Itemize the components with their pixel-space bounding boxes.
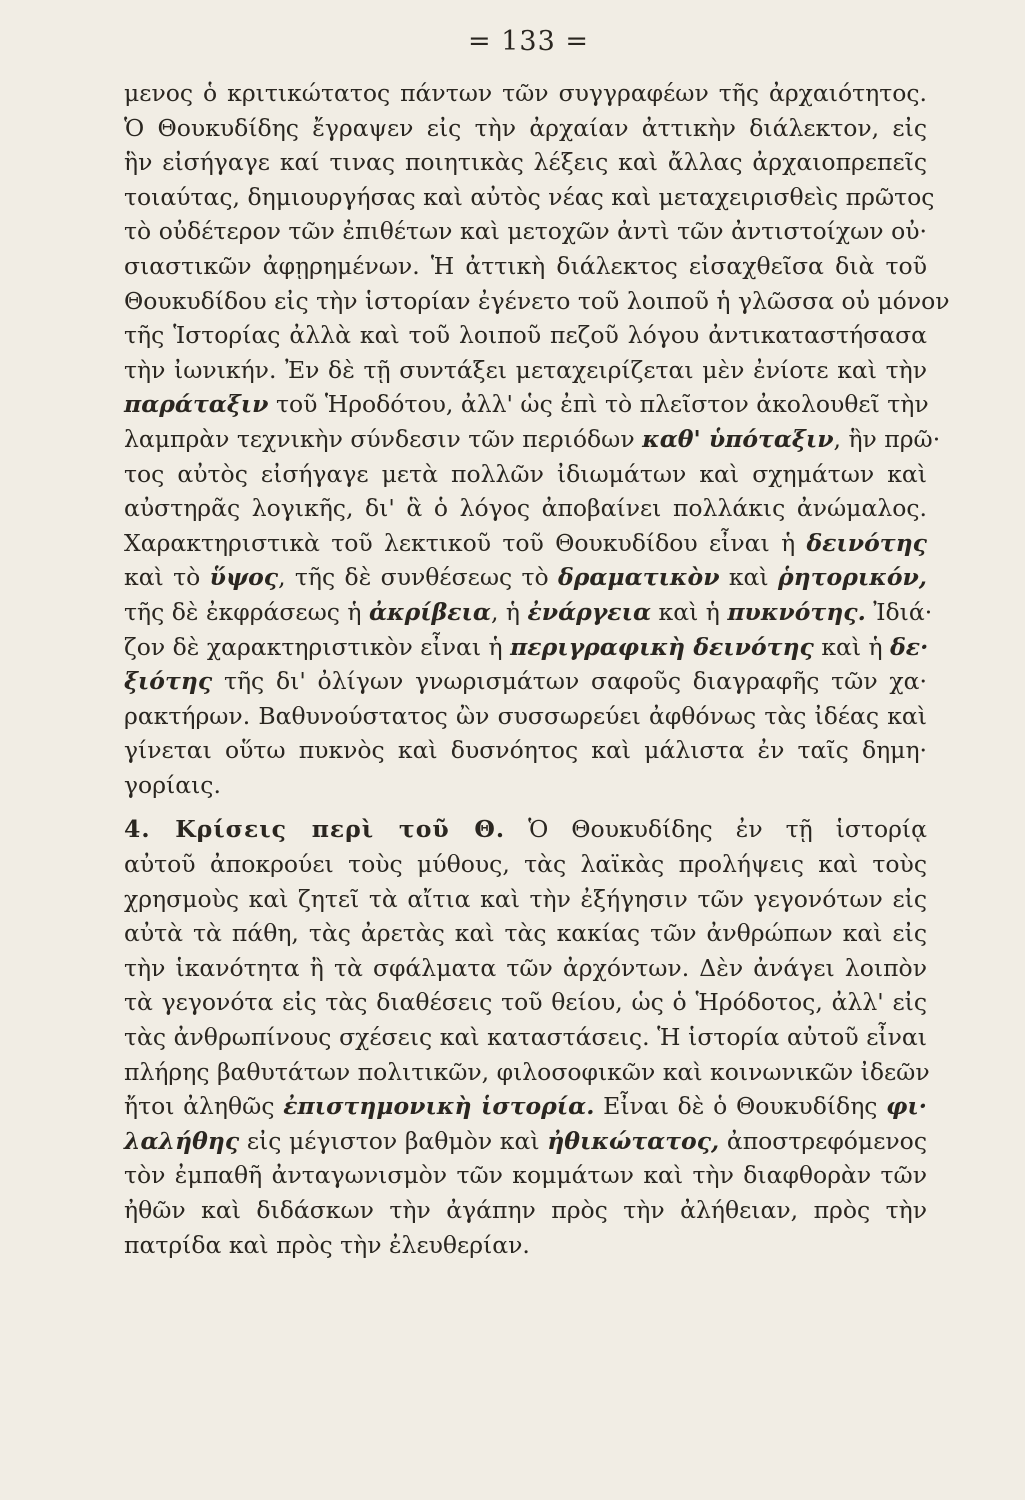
- text-line: [124, 560, 927, 595]
- text-run: πατρίδα καὶ πρὸς τὴν ἐλευθερίαν.: [124, 1230, 530, 1259]
- text-run: τῆς Ἱστορίας ἀλλὰ καὶ τοῦ λοιποῦ πεζοῦ λόγου ἀντικαταστήσασα: [124, 321, 927, 350]
- text-line: [124, 768, 927, 803]
- text-run: τῆς δι' ὀλίγων γνωρισμάτων σαφοῦς διαγραφῆς τῶν χα·: [212, 667, 927, 696]
- text-run: σιαστικῶν ἀφῃρημένων. Ἡ ἀττικὴ διάλεκτος εἰσαχθεῖσα διὰ τοῦ: [124, 251, 927, 280]
- text-run: γίνεται οὕτω πυκνὸς καὶ δυσνόητος καὶ μάλιστα ἐν ταῖς δημη·: [124, 736, 927, 765]
- emphasized-term: ἐπιστημονικὴ ἱστορία.: [283, 1092, 595, 1121]
- text-line: [124, 111, 927, 146]
- text-line: [124, 733, 927, 768]
- emphasized-term: ἐνάργεια: [527, 597, 652, 626]
- emphasized-term: περιγραφικὴ δεινότης: [510, 632, 814, 661]
- text-run: τος αὐτὸς εἰσήγαγε μετὰ πολλῶν ἰδιωμάτων καὶ σχημάτων καὶ: [124, 459, 927, 488]
- text-line: [124, 951, 927, 986]
- text-line: [124, 1055, 930, 1090]
- emphasized-term: δε·: [890, 632, 929, 661]
- text-line: [124, 353, 927, 388]
- text-run: τὴν ἰωνικήν. Ἐν δὲ τῇ συντάξει μεταχειρίζεται μὲν ἐνίοτε καὶ τὴν: [124, 355, 927, 384]
- text-line: [124, 422, 941, 457]
- text-run: τὸ οὐδέτερον τῶν ἐπιθέτων καὶ μετοχῶν ἀντὶ τῶν ἀντιστοίχων οὐ·: [124, 217, 927, 246]
- emphasized-term: ξιότης: [124, 667, 213, 696]
- text-line: [124, 630, 927, 665]
- text-run: Ἰδιά·: [865, 597, 933, 626]
- text-run: Θουκυδίδου εἰς τὴν ἱστορίαν ἐγένετο τοῦ λοιποῦ ἡ γλῶσσα οὐ μόνον: [124, 286, 950, 315]
- text-line: [124, 847, 927, 882]
- text-line: [124, 526, 927, 561]
- text-line: [124, 180, 935, 215]
- text-run: ἀποστρεφόμενος: [719, 1126, 927, 1155]
- text-line: [124, 214, 927, 249]
- text-run: πλήρης βαθυτάτων πολιτικῶν, φιλοσοφικῶν καὶ κοινωνικῶν ἰδεῶν: [124, 1057, 930, 1086]
- text-line: [124, 457, 927, 492]
- text-run: ἠθῶν καὶ διδάσκων τὴν ἀγάπην πρὸς τὴν ἀλήθειαν, πρὸς τὴν: [124, 1196, 927, 1224]
- text-line: [124, 664, 927, 699]
- text-run: καὶ ἡ: [651, 597, 728, 626]
- text-run: καὶ: [719, 563, 779, 592]
- text-run: , τῆς δὲ συνθέσεως τὸ: [278, 563, 559, 592]
- text-line: [124, 882, 927, 917]
- emphasized-term: ὕψος: [209, 563, 279, 592]
- text-line: [124, 387, 927, 422]
- text-line: [124, 1124, 927, 1159]
- text-run: ἣν εἰσήγαγε καί τινας ποιητικὰς λέξεις καὶ ἄλλας ἀρχαιοπρεπεῖς: [124, 148, 927, 177]
- page-number: = 133 =: [468, 26, 589, 57]
- text-line: [124, 76, 927, 111]
- text-run: τοιαύτας, δημιουργήσας καὶ αὐτὸς νέας καὶ μεταχειρισθεὶς πρῶτος: [124, 182, 935, 211]
- text-run: τῆς δὲ ἐκφράσεως ἡ: [124, 597, 369, 626]
- text-line: [124, 318, 927, 353]
- text-run: μενος ὁ κριτικώτατος πάντων τῶν συγγραφέων τῆς ἀρχαιότητος.: [124, 79, 927, 107]
- text-run: ζον δὲ χαρακτηριστικὸν εἶναι ἡ: [124, 632, 511, 661]
- text-run: αὐτοῦ ἀποκρούει τοὺς μύθους, τὰς λαϊκὰς προλήψεις καὶ τοὺς: [124, 850, 927, 879]
- emphasized-term: δραματικὸν: [558, 563, 720, 592]
- text-run: τοῦ Ἡροδότου, ἀλλ' ὡς ἐπὶ τὸ πλεῖστον ἀκολουθεῖ τὴν: [268, 390, 929, 419]
- text-run: ἤτοι ἀληθῶς: [124, 1092, 284, 1121]
- emphasized-term: ἠθικώτατος,: [547, 1126, 720, 1155]
- text-line: [124, 595, 933, 630]
- text-line: [124, 916, 927, 951]
- text-run: Ὁ Θουκυδίδης ἔγραψεν εἰς τὴν ἀρχαίαν ἀττικὴν διάλεκτον, εἰς: [124, 113, 927, 142]
- text-run: αὐτὰ τὰ πάθη, τὰς ἀρετὰς καὶ τὰς κακίας τῶν ἀνθρώπων καὶ εἰς: [124, 919, 927, 948]
- text-line: [124, 145, 927, 180]
- text-run: τὴν ἱκανότητα ἢ τὰ σφάλματα τῶν ἀρχόντων. Δὲν ἀνάγει λοιπὸν: [124, 953, 927, 982]
- text-line: [124, 1228, 927, 1263]
- text-run: τὸν ἐμπαθῆ ἀνταγωνισμὸν τῶν κομμάτων καὶ τὴν διαφθορὰν τῶν: [124, 1161, 927, 1190]
- text-run: , ἣν πρῶ·: [833, 424, 941, 453]
- emphasized-term: φι·: [886, 1092, 927, 1121]
- text-run: καὶ ἡ: [813, 632, 891, 661]
- emphasized-term: δεινότης: [806, 528, 927, 557]
- emphasized-term: ῥητορικόν,: [778, 563, 927, 592]
- text-line: [124, 812, 927, 847]
- text-run: καὶ τὸ: [124, 563, 210, 592]
- emphasized-term: λαλήθης: [124, 1126, 240, 1155]
- text-run: εἰς μέγιστον βαθμὸν καὶ: [239, 1126, 548, 1155]
- text-line: [124, 1158, 927, 1193]
- emphasized-term: ἀκρίβεια: [368, 597, 491, 626]
- text-run: Ὁ Θουκυδίδης ἐν τῇ ἱστορίᾳ: [505, 815, 928, 844]
- text-line: [124, 1089, 927, 1124]
- text-run: Εἶναι δὲ ὁ Θουκυδίδης: [594, 1092, 887, 1121]
- text-run: τὰ γεγονότα εἰς τὰς διαθέσεις τοῦ θείου, ὡς ὁ Ἡρόδοτος, ἀλλ' εἰς: [124, 988, 927, 1017]
- section-heading: 4. Κρίσεις περὶ τοῦ Θ.: [124, 815, 506, 844]
- emphasized-term: καθ' ὑπόταξιν: [642, 424, 834, 453]
- text-line: [124, 985, 927, 1020]
- text-line: [124, 1193, 927, 1228]
- text-run: ρακτήρων. Βαθυνούστατος ὢν συσσωρεύει ἀφθόνως τὰς ἰδέας καὶ: [124, 701, 927, 730]
- emphasized-term: παράταξιν: [124, 390, 269, 419]
- text-run: αὐστηρᾶς λογικῆς, δι' ἃ ὁ λόγος ἀποβαίνει πολλάκις ἀνώμαλος.: [124, 494, 927, 523]
- text-run: Χαρακτηριστικὰ τοῦ λεκτικοῦ τοῦ Θουκυδίδου εἶναι ἡ: [124, 528, 807, 557]
- body-text: [124, 76, 950, 1262]
- text-run: τὰς ἀνθρωπίνους σχέσεις καὶ καταστάσεις. Ἡ ἱστορία αὐτοῦ εἶναι: [124, 1023, 927, 1052]
- text-run: λαμπρὰν τεχνικὴν σύνδεσιν τῶν περιόδων: [124, 424, 643, 453]
- text-line: [124, 1020, 927, 1055]
- emphasized-term: πυκνότης.: [727, 597, 866, 626]
- text-line: [124, 491, 927, 526]
- text-run: , ἡ: [490, 597, 528, 626]
- text-run: γορίαις.: [124, 770, 221, 799]
- text-line: [124, 284, 950, 319]
- text-run: χρησμοὺς καὶ ζητεῖ τὰ αἴτια καὶ τὴν ἐξήγησιν τῶν γεγονότων εἰς: [124, 884, 927, 913]
- text-line: [124, 699, 927, 734]
- text-line: [124, 249, 927, 284]
